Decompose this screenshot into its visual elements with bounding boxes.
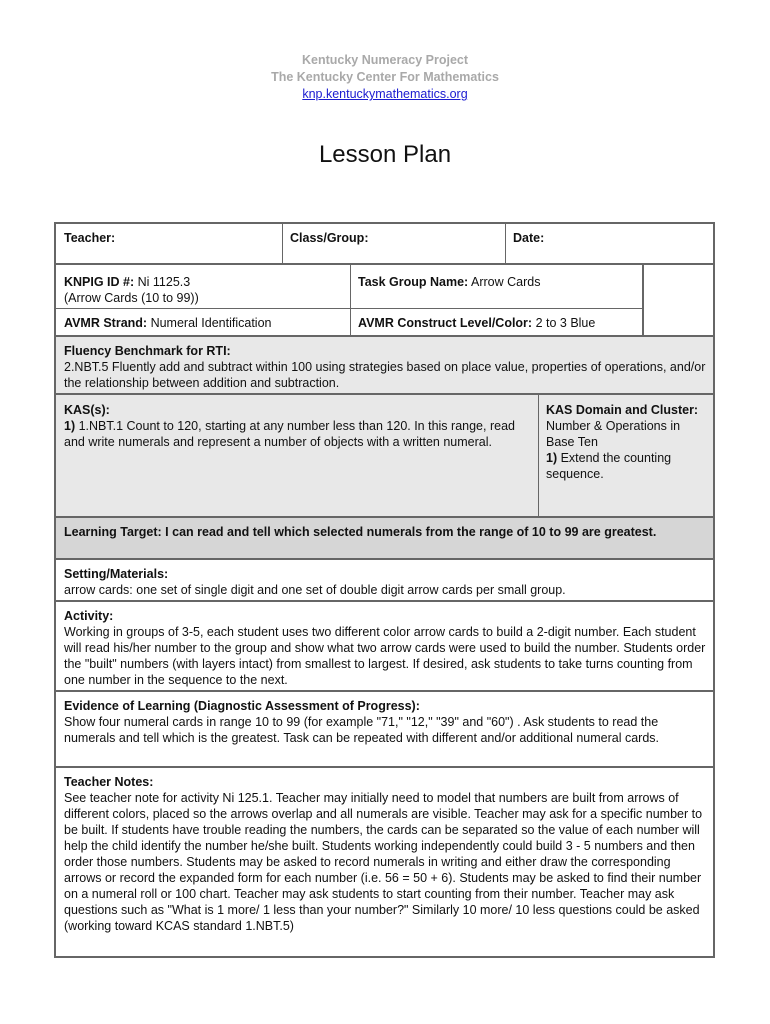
- setting-text: arrow cards: one set of single digit and one set of double digit arrow cards per small group.: [64, 583, 566, 597]
- activity-text: Working in groups of 3-5, each student uses two different color arrow cards to build a 2-digit number. Each student will read his/her number to the group and show what two arrow cards were used to build the number. Students order the "built" numbers (with layers intact) from smallest to largest. If desired, ask students to take turns counting from one number in the sequence to the next.: [64, 625, 706, 687]
- kas-domain-text: Number & Operations in Base Ten: [546, 419, 681, 449]
- kas-text: 1.NBT.1 Count to 120, starting at any number less than 120. In this range, read and write numerals and represent a number of objects with a written numeral.: [64, 419, 515, 449]
- kas-domain-cell: [540, 399, 712, 485]
- class-group-label: Class/Group:: [290, 231, 369, 245]
- id-strand-right-empty: [642, 265, 715, 337]
- knpig-id-sub: (Arrow Cards (10 to 99)): [64, 291, 199, 305]
- knpig-id-value: Ni 1125.3: [134, 275, 191, 289]
- date-label: Date:: [513, 231, 545, 245]
- fluency-label: Fluency Benchmark for RTI:: [64, 344, 231, 358]
- learning-target-text: Learning Target: I can read and tell which selected numerals from the range of 10 to 99 are greatest.: [64, 525, 657, 539]
- evidence-text: Show four numeral cards in range 10 to 99 (for example "71," "12," "39" and "60") . Ask students to read the numerals and tell which is the greatest. Task can be repeated with different and/or additional numeral cards.: [64, 715, 660, 745]
- fluency-text: 2.NBT.5 Fluently add and subtract within 100 using strategies based on place value, properties of operations, and/or the relationship between addition and subtraction.: [64, 360, 706, 390]
- avmr-strand-label: AVMR Strand:: [64, 316, 148, 330]
- avmr-construct-label: AVMR Construct Level/Color:: [358, 316, 533, 330]
- document-header: [0, 52, 770, 103]
- teacher-notes-label: Teacher Notes:: [64, 775, 154, 789]
- learning-target-section: [54, 516, 715, 560]
- teacher-label: Teacher:: [64, 231, 116, 245]
- task-group-label: Task Group Name:: [358, 275, 469, 289]
- evidence-section: [54, 690, 715, 768]
- activity-section: [54, 600, 715, 692]
- evidence-label: Evidence of Learning (Diagnostic Assessment of Progress):: [64, 699, 420, 713]
- kas-label: KAS(s):: [64, 403, 110, 417]
- center-name: The Kentucky Center For Mathematics: [271, 70, 499, 84]
- task-group-cell: [352, 271, 642, 293]
- avmr-construct-cell: [352, 312, 644, 334]
- avmr-strand-cell: [58, 312, 348, 334]
- task-group-value: Arrow Cards: [468, 275, 541, 289]
- kas-number: 1): [64, 419, 76, 433]
- page-title: Lesson Plan: [318, 141, 452, 168]
- knpig-id-label: KNPIG ID #:: [64, 275, 135, 289]
- avmr-strand-value: Numeral Identification: [147, 316, 272, 330]
- website-link[interactable]: knp.kentuckymathematics.org: [302, 87, 468, 101]
- setting-label: Setting/Materials:: [64, 567, 169, 581]
- kas-section: [54, 393, 715, 518]
- kas-domain-label: KAS Domain and Cluster:: [546, 403, 699, 417]
- fluency-benchmark-section: [54, 335, 715, 395]
- teacher-notes-text: See teacher note for activity Ni 125.1. Teacher may initially need to model that numbers are built from arrows of different colors, placed so the arrows overlap and all numerals are visible. Teacher may ask for a specific number to be built. If students have trouble reading the numbers, the cards can be separated so the value of each number will help the child identify the number he/she built. Students working independently could build 3 - 5 numbers and then order those numbers. Students may be asked to record numerals in writing and either draw the corresponding arrows or record the expanded form for each number (i.e. 56 = 50 + 6). Students may be asked to find their number on a numeral roll or 100 chart. Teacher may ask students to start counting from their number. Teacher may ask questions such as "What is 1 more/ 1 less than your number?" Similarly 10 more/ 10 less questions could be asked (working toward KCAS standard 1.NBT.5): [64, 791, 703, 933]
- teacher-notes-section: [54, 766, 715, 958]
- setting-materials-section: [54, 558, 715, 602]
- kas-domain-number: 1): [546, 451, 558, 465]
- top-info-row: [54, 222, 715, 265]
- id-strand-block: [54, 265, 644, 337]
- kas-cell: [58, 399, 534, 453]
- kas-domain-item: Extend the counting sequence.: [546, 451, 672, 481]
- activity-label: Activity:: [64, 609, 114, 623]
- avmr-construct-value: 2 to 3 Blue: [532, 316, 596, 330]
- knpig-id-cell: [58, 271, 348, 309]
- project-name: Kentucky Numeracy Project: [301, 53, 469, 67]
